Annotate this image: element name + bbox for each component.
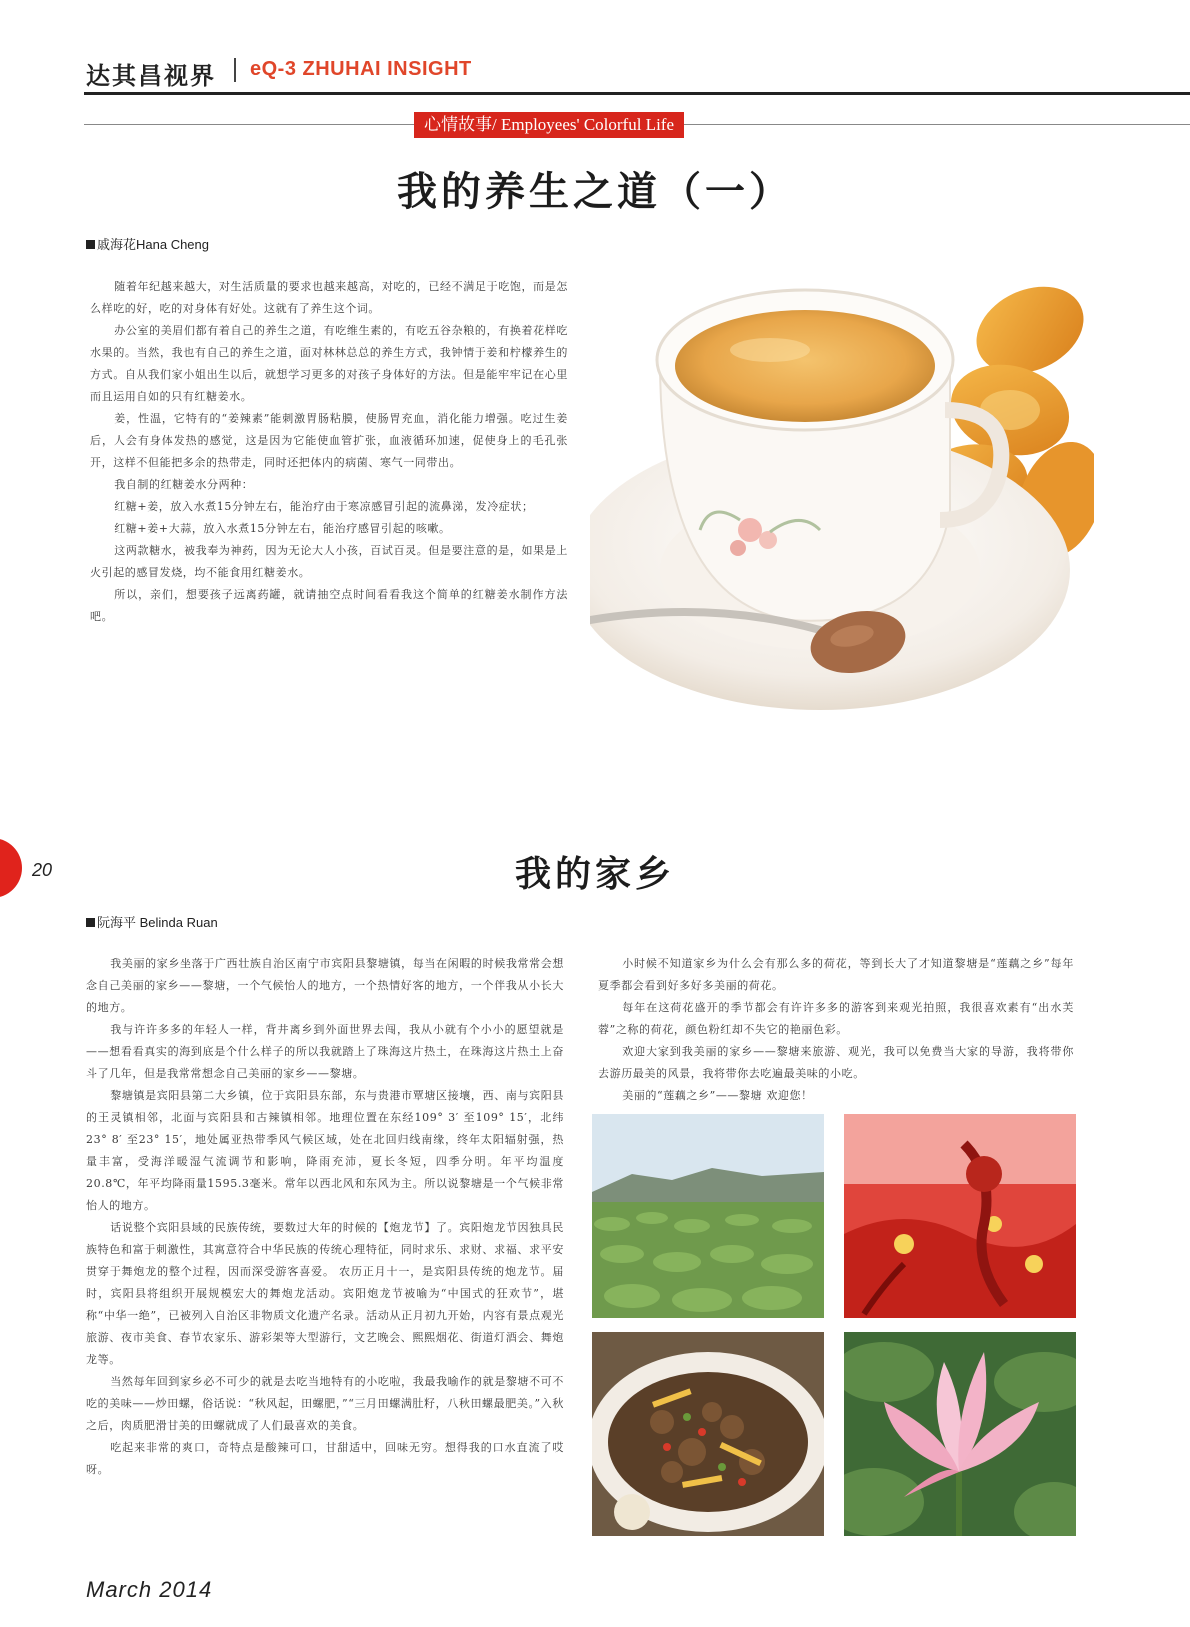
paragraph: 吃起来非常的爽口，奇特点是酸辣可口，甘甜适中，回味无穷。想得我的口水直流了哎呀。 — [86, 1441, 564, 1476]
paragraph: 欢迎大家到我美丽的家乡——黎塘来旅游、观光，我可以免费当大家的导游，我将带你去游历最美的风景，我将带你去吃遍最美味的小吃。 — [598, 1045, 1074, 1080]
paragraph: 我美丽的家乡坐落于广西壮族自治区南宁市宾阳县黎塘镇，每当在闲暇的时候我常常会想念自己美丽的家乡——黎塘，一个气候怡人的地方，一个热情好客的地方，一个伴我从小长大的地方。 — [86, 957, 564, 1014]
lotus-flower-photo — [844, 1332, 1076, 1536]
paragraph: 我与许许多多的年轻人一样，背井离乡到外面世界去闯，我从小就有个小小的愿望就是——想看看真实的海到底是个什么样子的所以我就踏上了珠海这片热土，在珠海这片热土上奋斗了几年，但是我常常想念自己美丽的家乡——黎塘。 — [86, 1023, 564, 1080]
dragon-festival-photo — [844, 1114, 1076, 1318]
tea-cup-image — [590, 270, 1094, 730]
paragraph: 当然每年回到家乡必不可少的就是去吃当地特有的小吃啦，我最我喻作的就是黎塘不可不吃的美味——炒田螺，俗话说：“秋风起，田螺肥，”“三月田螺满肚籽，八秋田螺最肥美。”入秋之后，肉质肥滑甘美的田螺就成了人们最喜欢的美食。 — [86, 1375, 564, 1432]
paragraph: 随着年纪越来越大，对生活质量的要求也越来越高，对吃的，已经不满足于吃饱，而是怎么样吃的好，吃的对身体有好处。这就有了养生这个词。 — [90, 280, 568, 315]
paragraph: 美丽的“莲藕之乡”——黎塘 欢迎您！ — [622, 1089, 813, 1102]
article2-title: 我的家乡 — [514, 853, 675, 895]
paragraph: 红糖+姜+大蒜，放入水煮15分钟左右，能治疗感冒引起的咳嗽。 — [114, 522, 451, 535]
issue-date: March 2014 — [86, 1577, 213, 1602]
paragraph: 黎塘镇是宾阳县第二大乡镇，位于宾阳县东部，东与贵港市覃塘区接壤，西、南与宾阳县的王灵镇相邻，北面与宾阳县和古辣镇相邻。地理位置在东经109° 3′ 至109° 15′，北纬23° 8′ 至23° 15′，地处属亚热带季风气候区域，处在北回归线南缘，终年太阳辐射强，热量丰富，受海洋暖湿气流调节和影响，降雨充沛，夏长冬短，四季分明。年平均温度20.8℃，年平均降雨量1595.3毫米。常年以西北风和东风为主。所以说黎塘是一个气候非常怡人的地方。 — [86, 1089, 564, 1212]
article2-body-left — [86, 953, 564, 1481]
page-number: 20 — [32, 860, 53, 880]
magazine-title-en: eQ-3 ZHUHAI INSIGHT — [250, 58, 472, 80]
fried-snails-photo — [592, 1332, 824, 1536]
article2-body-right — [598, 953, 1074, 1107]
tea-liquid — [675, 310, 935, 422]
header-rule — [84, 92, 1190, 95]
article1-body — [90, 276, 568, 628]
paragraph: 小时候不知道家乡为什么会有那么多的荷花，等到长大了才知道黎塘是“莲藕之乡”每年夏季都会看到好多好多美丽的荷花。 — [598, 957, 1074, 992]
article1-author: 戚海花Hana Cheng — [97, 237, 209, 252]
lotus-field-photo — [592, 1114, 824, 1318]
byline-marker — [86, 240, 95, 249]
paragraph: 话说整个宾阳县域的民族传统，要数过大年的时候的【炮龙节】了。宾阳炮龙节因独具民族特色和富于刺激性，其寓意符合中华民族的传统心理特征，同时求乐、求财、求福、求平安贯穿于舞炮龙的整个过程，因而深受游客喜爱。 农历正月十一，是宾阳县传统的炮龙节。届时，宾阳县将组织开展规模宏大的舞炮龙活动。宾阳炮龙节被喻为“中国式的狂欢节”，堪称“中华一绝”，已被列入自治区非物质文化遗产名录。活动从正月初九开始，内容有景点观光旅游、夜市美食、春节农家乐、游彩架等大型游行，文艺晚会、熙熙烟花、街道灯酒会、舞炮龙等。 — [86, 1221, 564, 1366]
header-separator — [234, 58, 236, 82]
article2-author: 阮海平 Belinda Ruan — [97, 915, 218, 930]
magazine-title-cn: 达其昌视界 — [86, 61, 216, 90]
paragraph: 姜，性温，它特有的“姜辣素”能刺激胃肠粘膜，使肠胃充血，消化能力增强。吃过生姜后，人会有身体发热的感觉，这是因为它能使血管扩张，血液循环加速，促使身上的毛孔张开，这样不但能把多余的热带走，同时还把体内的病菌、寒气一同带出。 — [90, 412, 568, 469]
article2-byline — [86, 912, 218, 931]
paragraph: 红糖+姜，放入水煮15分钟左右，能治疗由于寒凉感冒引起的流鼻涕，发冷症状； — [114, 500, 534, 513]
byline-marker — [86, 918, 95, 927]
paragraph: 我自制的红糖姜水分两种： — [114, 478, 254, 491]
section-banner: 心情故事/ Employees' Colorful Life — [414, 112, 684, 138]
paragraph: 所以，亲们，想要孩子远离药罐，就请抽空点时间看看我这个简单的红糖姜水制作方法吧。 — [90, 588, 568, 623]
paragraph: 这两款糖水，被我奉为神药，因为无论大人小孩，百试百灵。但是要注意的是，如果是上火引起的感冒发烧，均不能食用红糖姜水。 — [90, 544, 568, 579]
article1-byline — [86, 234, 209, 253]
paragraph: 每年在这荷花盛开的季节都会有许许多多的游客到来观光拍照，我很喜欢素有“出水芙蓉”之称的荷花，颜色粉红却不失它的艳丽色彩。 — [598, 1001, 1074, 1036]
article1-title: 我的养生之道（一） — [397, 168, 793, 215]
paragraph: 办公室的美眉们都有着自己的养生之道，有吃维生素的，有吃五谷杂粮的，有换着花样吃水果的。当然，我也有自己的养生之道，面对林林总总的养生方式，我钟情于姜和柠檬养生的方式。自从我们家小姐出生以后，就想学习更多的对孩子身体好的方法。但是能牢牢记在心里而且运用自如的只有红糖姜水。 — [90, 324, 568, 403]
